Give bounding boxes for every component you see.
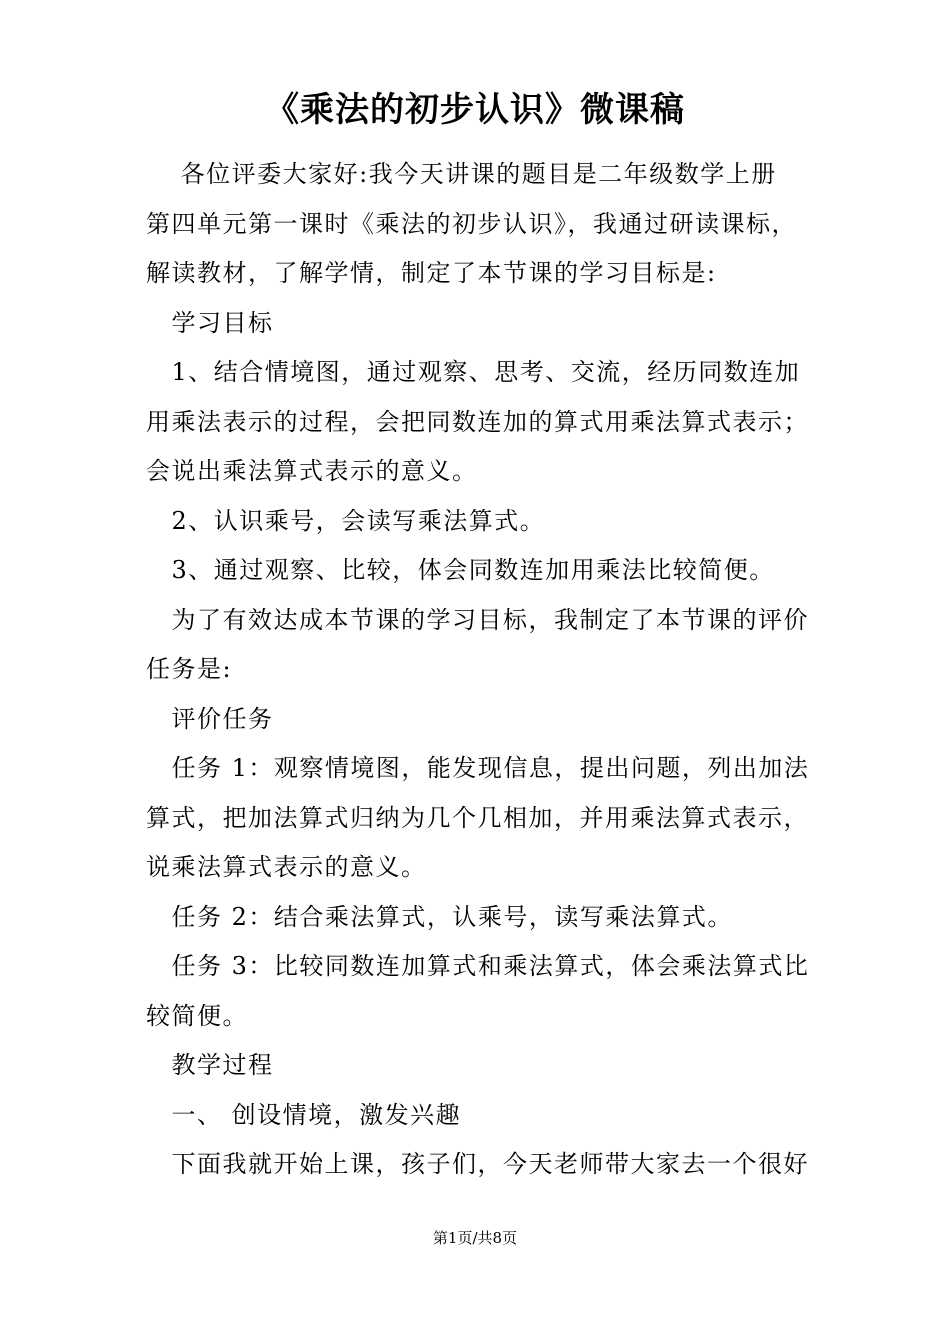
body-line: 一、 创设情境，激发兴趣 bbox=[146, 1100, 462, 1129]
body-line: 说乘法算式表示的意义。 bbox=[146, 853, 427, 881]
page-number-footer: 第1页/共8页 bbox=[432, 1229, 518, 1247]
body-line: 1、结合情境图，通过观察、思考、交流，经历同数连加 bbox=[146, 358, 801, 386]
body-line: 任务 2：结合乘法算式，认乘号，读写乘法算式。 bbox=[146, 902, 733, 931]
section-heading-evaluation-tasks: 评价任务 bbox=[146, 704, 274, 733]
body-line: 任务 3：比较同数连加算式和乘法算式，体会乘法算式比 bbox=[146, 952, 810, 980]
document-title: 《乘法的初步认识》微课稿 bbox=[265, 90, 685, 130]
document-body bbox=[146, 150, 810, 1190]
body-line: 第四单元第一课时《乘法的初步认识》，我通过研读课标， bbox=[146, 209, 797, 238]
section-heading-learning-goals: 学习目标 bbox=[146, 308, 274, 337]
body-line: 下面我就开始上课，孩子们，今天老师带大家去一个很好 bbox=[146, 1150, 809, 1178]
body-line: 解读教材，了解学情，制定了本节课的学习目标是: bbox=[146, 259, 717, 287]
body-line: 任务是: bbox=[146, 655, 233, 683]
body-line: 3、通过观察、比较，体会同数连加用乘法比较简便。 bbox=[146, 556, 775, 584]
body-line: 较简便。 bbox=[146, 1001, 248, 1030]
body-line: 会说出乘法算式表示的意义。 bbox=[146, 457, 478, 485]
body-line: 任务 1：观察情境图，能发现信息，提出问题，列出加法 bbox=[146, 754, 810, 782]
body-line: 用乘法表示的过程，会把同数连加的算式用乘法算式表示； bbox=[146, 407, 809, 436]
body-line: 为了有效达成本节课的学习目标，我制定了本节课的评价 bbox=[146, 605, 809, 634]
section-heading-teaching-process: 教学过程 bbox=[146, 1051, 274, 1079]
body-line: 算式，把加法算式归纳为几个几相加，并用乘法算式表示， bbox=[146, 803, 809, 832]
body-line: 2、认识乘号，会读写乘法算式。 bbox=[146, 506, 546, 535]
body-line: 各位评委大家好:我今天讲课的题目是二年级数学上册 bbox=[146, 160, 777, 188]
